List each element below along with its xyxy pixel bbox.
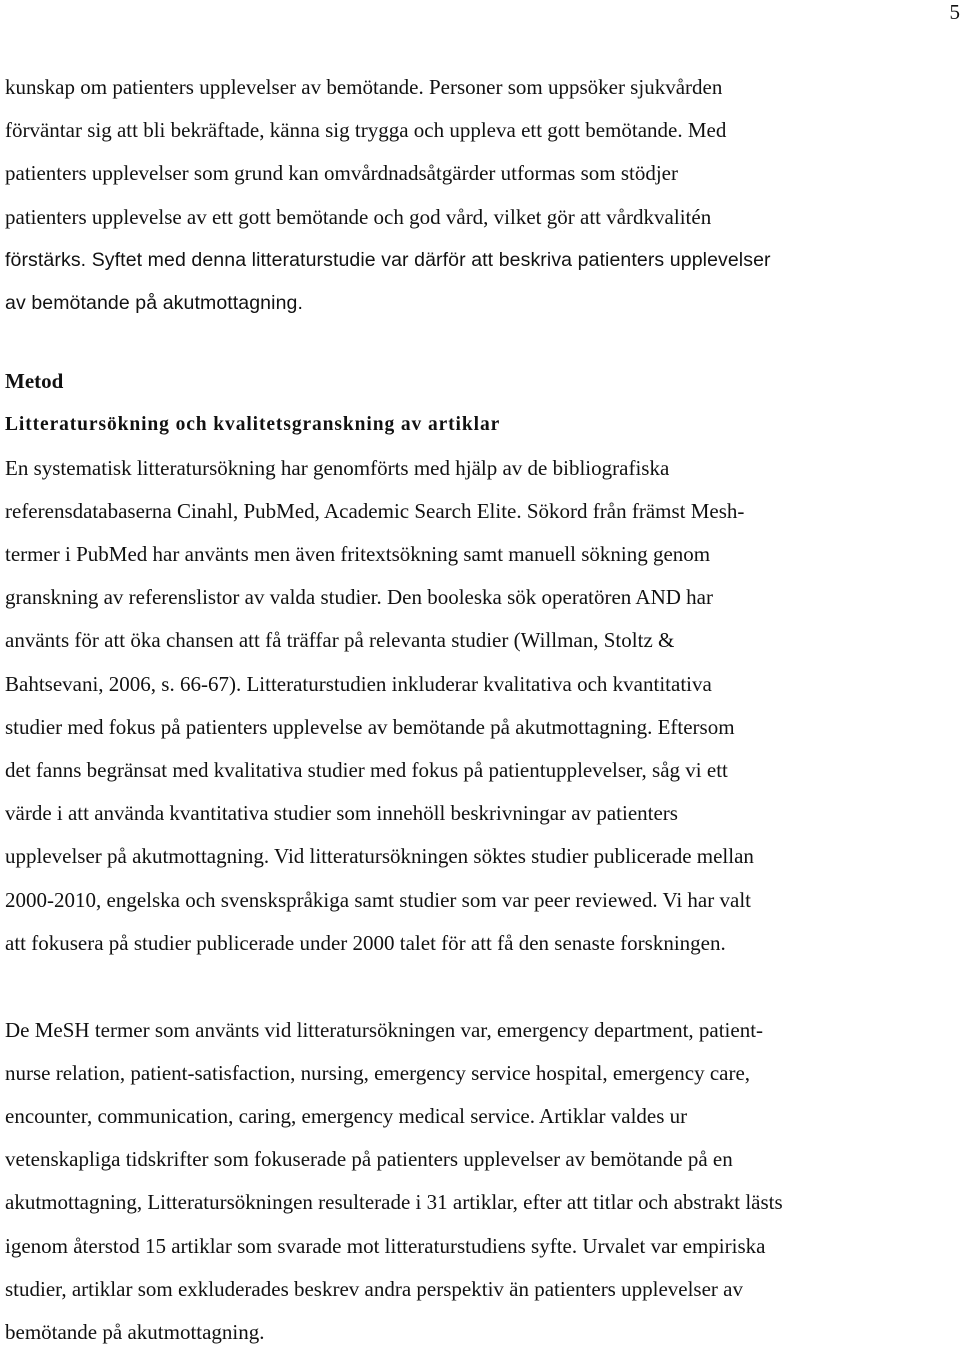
intro-paragraph [5,66,953,325]
text-line: kunskap om patienters upplevelser av bemötande. Personer som uppsöker sjukvården [5,66,953,109]
text-line: encounter, communication, caring, emergency medical service. Artiklar valdes ur [5,1095,953,1138]
text-line: termer i PubMed har använts men även fritextsökning samt manuell sökning genom [5,533,953,576]
text-line: av bemötande på akutmottagning. [5,282,953,325]
text-line: förstärks. Syftet med denna litteraturstudie var därför att beskriva patienters upplevelser [5,239,953,282]
text-line: patienters upplevelse av ett gott bemötande och god vård, vilket gör att vårdkvalitén [5,196,953,239]
text-line: det fanns begränsat med kvalitativa studier med fokus på patientupplevelser, såg vi ett [5,749,953,792]
text-line: Bahtsevani, 2006, s. 66-67). Litteraturstudien inkluderar kvalitativa och kvantitativa [5,663,953,706]
text-line: referensdatabaserna Cinahl, PubMed, Academic Search Elite. Sökord från främst Mesh- [5,490,953,533]
text-line: De MeSH termer som använts vid litteratursökningen var, emergency department, patient- [5,1009,953,1052]
text-line: En systematisk litteratursökning har genomförts med hjälp av de bibliografiska [5,447,953,490]
document-body [5,66,953,1354]
text-line: igenom återstod 15 artiklar som svarade mot litteraturstudiens syfte. Urvalet var empiriska [5,1225,953,1268]
text-line: att fokusera på studier publicerade under 2000 talet för att få den senaste forskningen. [5,922,953,965]
text-line: värde i att använda kvantitativa studier som innehöll beskrivningar av patienters [5,792,953,835]
text-line: studier, artiklar som exkluderades beskrev andra perspektiv än patienters upplevelser av [5,1268,953,1311]
text-line: upplevelser på akutmottagning. Vid litteratursökningen söktes studier publicerade mellan [5,835,953,878]
text-line: akutmottagning, Litteratursökningen resulterade i 31 artiklar, efter att titlar och abstrakt lästs [5,1181,953,1224]
text-line: studier med fokus på patienters upplevelse av bemötande på akutmottagning. Eftersom [5,706,953,749]
text-line: granskning av referenslistor av valda studier. Den booleska sök operatören AND har [5,576,953,619]
text-line: förväntar sig att bli bekräftade, känna sig trygga och uppleva ett gott bemötande. Med [5,109,953,152]
method-paragraph-1 [5,447,953,965]
text-line: nurse relation, patient-satisfaction, nursing, emergency service hospital, emergency care, [5,1052,953,1095]
section-heading-metod: Metod [5,360,953,403]
subsection-heading: Litteratursökning och kvalitetsgranskning av artiklar [5,403,953,446]
text-line: 2000-2010, engelska och svenskspråkiga samt studier som var peer reviewed. Vi har valt [5,879,953,922]
text-line: använts för att öka chansen att få träffar på relevanta studier (Willman, Stoltz & [5,619,953,662]
text-line: vetenskapliga tidskrifter som fokuserade på patienters upplevelser av bemötande på en [5,1138,953,1181]
text-line: patienters upplevelser som grund kan omvårdnadsåtgärder utformas som stödjer [5,152,953,195]
text-line: bemötande på akutmottagning. [5,1311,953,1354]
method-paragraph-2 [5,1009,953,1354]
page-number: 5 [950,0,960,24]
